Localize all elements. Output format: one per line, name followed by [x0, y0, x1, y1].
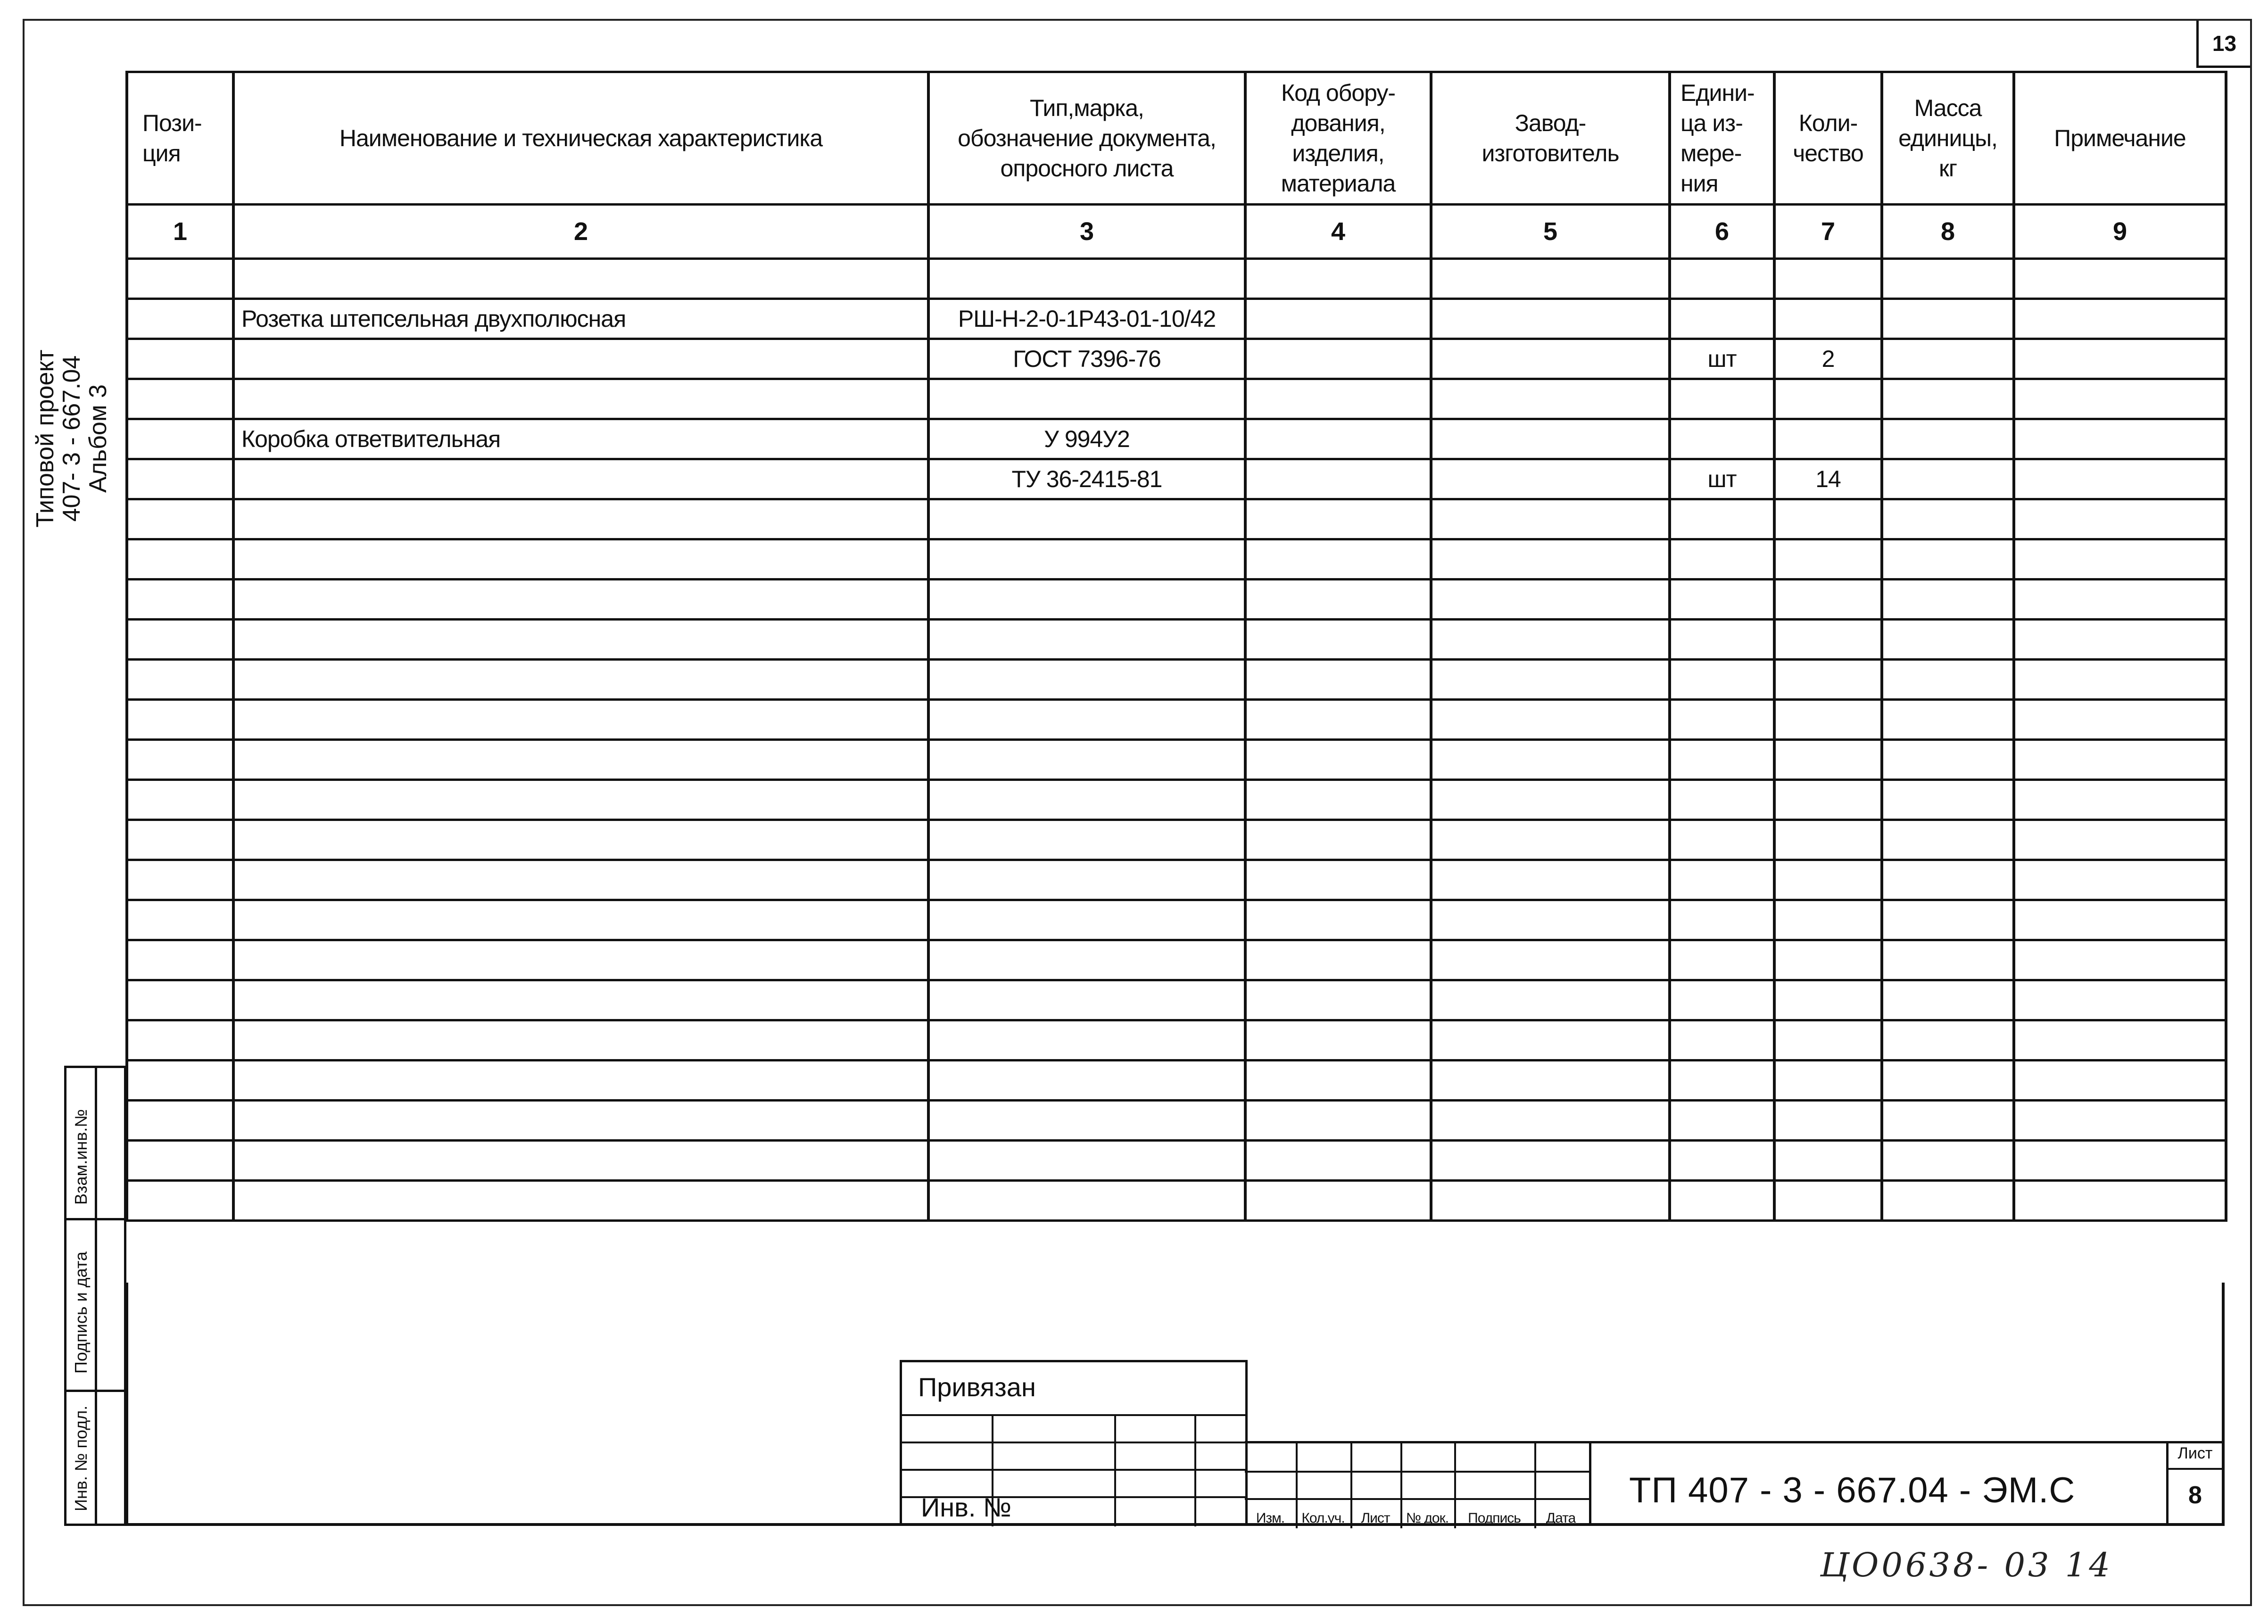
column-number: 4 — [1245, 205, 1431, 259]
table-cell — [1774, 940, 1882, 980]
privyazan-label: Привязан — [918, 1372, 1036, 1402]
table-cell — [1882, 259, 2014, 299]
table-cell — [928, 740, 1245, 780]
table-cell — [233, 940, 928, 980]
table-cell — [1670, 419, 1774, 459]
table-cell — [2014, 1061, 2226, 1101]
table-cell — [127, 780, 233, 820]
table-cell — [1882, 1101, 2014, 1141]
table-cell — [1882, 419, 2014, 459]
table-cell — [1774, 980, 1882, 1020]
table-cell — [233, 1141, 928, 1181]
table-cell — [127, 820, 233, 860]
table-cell — [233, 1181, 928, 1221]
table-cell — [1882, 580, 2014, 620]
table-cell — [233, 1020, 928, 1061]
table-header-row — [127, 72, 2226, 205]
table-cell — [1774, 740, 1882, 780]
table-cell — [2014, 539, 2226, 580]
table-row — [127, 1181, 2226, 1221]
table-cell: шт — [1670, 459, 1774, 499]
table-cell — [1431, 700, 1670, 740]
table-cell — [233, 820, 928, 860]
table-cell — [928, 539, 1245, 580]
table-row — [127, 1101, 2226, 1141]
column-number-row — [127, 205, 2226, 259]
table-row — [127, 299, 2226, 339]
sheet-number: 8 — [2188, 1482, 2202, 1509]
table-cell — [1774, 900, 1882, 940]
table-cell — [1882, 1061, 2014, 1101]
table-cell — [127, 740, 233, 780]
table-cell — [1670, 700, 1774, 740]
table-row — [127, 339, 2226, 379]
table-cell — [928, 259, 1245, 299]
table-cell — [1431, 820, 1670, 860]
table-cell — [1245, 660, 1431, 700]
revision-caption-ndok: № док. — [1406, 1510, 1449, 1526]
table-cell — [127, 459, 233, 499]
column-number: 7 — [1774, 205, 1882, 259]
table-cell — [233, 1061, 928, 1101]
table-cell — [1245, 259, 1431, 299]
table-cell — [1431, 1181, 1670, 1221]
table-cell — [2014, 419, 2226, 459]
table-cell — [1245, 740, 1431, 780]
table-cell — [1431, 1101, 1670, 1141]
table-cell — [2014, 379, 2226, 419]
table-cell — [928, 1101, 1245, 1141]
table-cell — [127, 660, 233, 700]
table-cell — [1431, 780, 1670, 820]
table-row — [127, 580, 2226, 620]
table-cell — [1882, 620, 2014, 660]
table-cell — [1670, 780, 1774, 820]
table-row — [127, 940, 2226, 980]
table-cell — [928, 980, 1245, 1020]
table-cell — [233, 900, 928, 940]
table-cell — [1431, 580, 1670, 620]
table-cell — [233, 459, 928, 499]
privyazan-line — [902, 1442, 1245, 1443]
table-cell — [233, 780, 928, 820]
table-cell — [127, 1101, 233, 1141]
specification-table — [125, 71, 2227, 1222]
table-cell — [1670, 980, 1774, 1020]
table-row — [127, 539, 2226, 580]
revision-caption-koluch: Кол.уч. — [1301, 1510, 1345, 1526]
table-cell — [928, 700, 1245, 740]
table-cell — [127, 620, 233, 660]
table-cell — [1774, 1181, 1882, 1221]
table-cell — [1670, 860, 1774, 900]
table-cell — [1431, 499, 1670, 539]
table-cell — [233, 660, 928, 700]
table-cell — [1245, 459, 1431, 499]
table-cell — [1670, 299, 1774, 339]
table-cell — [233, 1101, 928, 1141]
table-cell — [1774, 379, 1882, 419]
table-row — [127, 620, 2226, 660]
table-cell — [1774, 539, 1882, 580]
stamp-divider — [66, 1390, 124, 1392]
table-cell — [1245, 539, 1431, 580]
table-cell — [127, 700, 233, 740]
column-number: 3 — [928, 205, 1245, 259]
header-manufacturer: Завод- изготовитель — [1431, 72, 1670, 205]
header-unit: Едини- ца из- мере- ния — [1670, 72, 1774, 205]
table-cell: У 994У2 — [928, 419, 1245, 459]
table-cell — [1882, 660, 2014, 700]
table-cell — [1882, 339, 2014, 379]
table-cell — [1882, 1141, 2014, 1181]
table-cell — [127, 499, 233, 539]
header-name: Наименование и техническая характеристика — [233, 72, 928, 205]
table-row — [127, 379, 2226, 419]
table-cell — [928, 860, 1245, 900]
table-cell — [1245, 820, 1431, 860]
table-cell — [233, 620, 928, 660]
table-cell — [127, 900, 233, 940]
side-title-line3: Альбом 3 — [84, 384, 112, 493]
stamp-divider — [66, 1218, 124, 1220]
table-row — [127, 419, 2226, 459]
table-cell — [1774, 1101, 1882, 1141]
table-cell — [1431, 1061, 1670, 1101]
table-cell — [1882, 900, 2014, 940]
table-cell — [233, 539, 928, 580]
table-cell — [1431, 539, 1670, 580]
table-cell — [1670, 379, 1774, 419]
table-cell — [233, 259, 928, 299]
table-cell — [1431, 900, 1670, 940]
revision-table — [1245, 1441, 1589, 1528]
table-cell — [1245, 580, 1431, 620]
table-cell — [233, 860, 928, 900]
table-cell — [1670, 820, 1774, 860]
sheet-box — [2166, 1443, 2222, 1526]
table-cell — [1882, 940, 2014, 980]
table-row — [127, 980, 2226, 1020]
table-cell — [1245, 1061, 1431, 1101]
table-cell: Коробка ответвительная — [233, 419, 928, 459]
privyazan-vline — [1114, 1414, 1116, 1526]
table-cell — [1882, 820, 2014, 860]
table-row — [127, 1020, 2226, 1061]
revision-caption-data: Дата — [1546, 1510, 1576, 1526]
table-cell — [1774, 700, 1882, 740]
table-cell — [1245, 1101, 1431, 1141]
table-cell — [127, 940, 233, 980]
table-cell — [928, 900, 1245, 940]
table-cell — [2014, 660, 2226, 700]
table-cell — [928, 940, 1245, 980]
table-cell — [928, 1020, 1245, 1061]
table-cell — [1670, 580, 1774, 620]
table-cell — [2014, 860, 2226, 900]
table-cell — [1774, 580, 1882, 620]
table-cell — [2014, 820, 2226, 860]
table-cell — [2014, 580, 2226, 620]
table-cell — [1670, 1020, 1774, 1061]
table-cell — [1774, 820, 1882, 860]
revision-caption-izm: Изм. — [1256, 1510, 1285, 1526]
table-cell — [127, 1141, 233, 1181]
stamp-vline — [95, 1068, 97, 1524]
table-cell — [1431, 419, 1670, 459]
table-cell — [127, 259, 233, 299]
table-cell — [1245, 299, 1431, 339]
table-cell — [1882, 1181, 2014, 1221]
side-title-line1: Типовой проект — [32, 349, 59, 528]
table-cell — [1882, 860, 2014, 900]
table-cell — [1245, 860, 1431, 900]
table-cell: Розетка штепсельная двухполюсная — [233, 299, 928, 339]
table-cell — [1245, 980, 1431, 1020]
table-cell — [127, 1061, 233, 1101]
stamp-inv-podl: Инв. № подл. — [71, 1405, 91, 1511]
table-cell — [127, 339, 233, 379]
table-cell — [1431, 1020, 1670, 1061]
table-cell — [127, 299, 233, 339]
table-cell — [1882, 499, 2014, 539]
table-cell — [2014, 259, 2226, 299]
table-cell — [1431, 1141, 1670, 1181]
side-title — [32, 340, 141, 538]
privyazan-line — [902, 1414, 1245, 1416]
table-row — [127, 499, 2226, 539]
column-number: 2 — [233, 205, 928, 259]
table-cell — [1882, 980, 2014, 1020]
table-cell — [233, 580, 928, 620]
handwritten-note: ЦО0638- 03 14 — [1820, 1546, 2113, 1584]
document-code: ТП 407 - 3 - 667.04 - ЭМ.С — [1629, 1470, 2076, 1510]
column-number: 9 — [2014, 205, 2226, 259]
table-cell — [1774, 660, 1882, 700]
table-cell — [127, 379, 233, 419]
stamp-vzam-inv: Взам.инв.№ — [71, 1109, 91, 1205]
table-cell — [1245, 1181, 1431, 1221]
privyazan-line — [902, 1469, 1245, 1471]
table-cell — [1431, 740, 1670, 780]
table-row — [127, 1061, 2226, 1101]
table-cell — [928, 580, 1245, 620]
table-cell — [928, 1181, 1245, 1221]
table-cell — [1670, 620, 1774, 660]
table-cell: РШ-Н-2-0-1Р43-01-10/42 — [928, 299, 1245, 339]
table-cell — [2014, 940, 2226, 980]
table-cell — [1670, 900, 1774, 940]
table-cell — [1245, 620, 1431, 660]
table-cell — [928, 660, 1245, 700]
table-cell — [1670, 259, 1774, 299]
table-cell — [2014, 980, 2226, 1020]
table-row — [127, 660, 2226, 700]
table-cell — [1245, 379, 1431, 419]
table-cell — [1431, 620, 1670, 660]
table-cell — [1245, 700, 1431, 740]
table-cell — [1670, 660, 1774, 700]
table-cell — [127, 539, 233, 580]
revision-caption-list: Лист — [1361, 1510, 1390, 1526]
header-mass: Масса единицы, кг — [1882, 72, 2014, 205]
table-cell — [233, 700, 928, 740]
table-cell — [127, 980, 233, 1020]
table-cell — [127, 1181, 233, 1221]
sheet-divider — [2169, 1468, 2222, 1470]
table-cell — [1431, 379, 1670, 419]
revision-caption-podpis: Подпись — [1468, 1510, 1521, 1526]
table-cell — [1431, 660, 1670, 700]
table-cell — [1882, 740, 2014, 780]
table-row — [127, 860, 2226, 900]
header-note: Примечание — [2014, 72, 2226, 205]
stamp-podpis-data: Подпись и дата — [71, 1251, 91, 1374]
table-cell — [233, 740, 928, 780]
table-cell — [1882, 379, 2014, 419]
table-cell — [1245, 900, 1431, 940]
table-cell — [1774, 860, 1882, 900]
table-cell — [1670, 539, 1774, 580]
table-cell — [1431, 980, 1670, 1020]
table-cell — [233, 499, 928, 539]
table-cell — [1670, 499, 1774, 539]
column-number: 1 — [127, 205, 233, 259]
column-number: 6 — [1670, 205, 1774, 259]
table-cell — [1431, 299, 1670, 339]
table-cell — [127, 860, 233, 900]
table-cell — [928, 379, 1245, 419]
table-cell — [928, 780, 1245, 820]
privyazan-block — [900, 1360, 1248, 1526]
table-cell — [2014, 1141, 2226, 1181]
table-cell — [127, 419, 233, 459]
table-cell — [928, 620, 1245, 660]
table-cell — [1882, 780, 2014, 820]
table-cell — [1670, 740, 1774, 780]
table-cell — [1774, 1061, 1882, 1101]
table-cell — [2014, 339, 2226, 379]
table-cell — [1670, 1061, 1774, 1101]
table-cell — [1774, 1141, 1882, 1181]
table-cell — [1245, 419, 1431, 459]
table-cell — [1774, 620, 1882, 660]
table-cell — [1670, 1101, 1774, 1141]
table-cell: шт — [1670, 339, 1774, 379]
column-number: 5 — [1431, 205, 1670, 259]
table-cell — [1431, 259, 1670, 299]
header-code: Код обору- дования, изделия, материала — [1245, 72, 1431, 205]
table-cell — [1245, 780, 1431, 820]
table-cell — [1670, 940, 1774, 980]
table-cell — [1882, 459, 2014, 499]
table-cell — [2014, 459, 2226, 499]
header-quantity: Коли- чество — [1774, 72, 1882, 205]
table-cell — [1882, 299, 2014, 339]
table-row — [127, 259, 2226, 299]
table-cell — [1882, 539, 2014, 580]
table-cell: 14 — [1774, 459, 1882, 499]
privyazan-inv-label: Инв. № — [921, 1492, 1012, 1522]
sheet-caption: Лист — [2177, 1444, 2213, 1462]
table-cell — [1774, 1020, 1882, 1061]
table-cell — [1882, 1020, 2014, 1061]
column-number: 8 — [1882, 205, 2014, 259]
table-cell — [1245, 1141, 1431, 1181]
table-cell — [233, 339, 928, 379]
table-cell — [1245, 339, 1431, 379]
table-cell: ТУ 36-2415-81 — [928, 459, 1245, 499]
table-cell — [127, 580, 233, 620]
table-cell — [928, 499, 1245, 539]
table-cell — [1670, 1141, 1774, 1181]
side-title-line2: 407- 3 - 667.04 — [58, 355, 85, 522]
table-row — [127, 1141, 2226, 1181]
table-cell — [233, 980, 928, 1020]
table-row — [127, 820, 2226, 860]
table-cell — [2014, 299, 2226, 339]
table-cell — [2014, 1181, 2226, 1221]
table-cell — [1245, 1020, 1431, 1061]
table-cell — [2014, 499, 2226, 539]
table-row — [127, 700, 2226, 740]
table-cell — [1670, 1181, 1774, 1221]
table-cell — [2014, 1020, 2226, 1061]
privyazan-vline — [1194, 1414, 1196, 1526]
table-cell — [2014, 700, 2226, 740]
table-body — [127, 259, 2226, 1221]
table-cell — [1245, 940, 1431, 980]
table-cell — [1431, 339, 1670, 379]
table-cell — [1774, 780, 1882, 820]
table-cell — [2014, 780, 2226, 820]
table-cell — [2014, 620, 2226, 660]
table-cell — [1774, 259, 1882, 299]
table-cell — [1774, 299, 1882, 339]
table-cell — [127, 1020, 233, 1061]
table-row — [127, 900, 2226, 940]
table-cell — [2014, 740, 2226, 780]
table-cell — [1431, 459, 1670, 499]
table-cell — [928, 1141, 1245, 1181]
table-cell: ГОСТ 7396-76 — [928, 339, 1245, 379]
table-cell: 2 — [1774, 339, 1882, 379]
table-row — [127, 740, 2226, 780]
table-cell — [1245, 499, 1431, 539]
stamp-column — [64, 1066, 126, 1526]
table-cell — [1774, 419, 1882, 459]
table-cell — [2014, 900, 2226, 940]
page-number: 13 — [2196, 21, 2250, 68]
header-position: Пози- ция — [127, 72, 233, 205]
table-cell — [233, 379, 928, 419]
header-type: Тип,марка, обозначение документа, опросного листа — [928, 72, 1245, 205]
title-block — [1589, 1441, 2222, 1526]
table-cell — [1882, 700, 2014, 740]
table-cell — [928, 820, 1245, 860]
table-row — [127, 459, 2226, 499]
table-cell — [2014, 1101, 2226, 1141]
table-cell — [928, 1061, 1245, 1101]
table-cell — [1431, 860, 1670, 900]
table-cell — [1774, 499, 1882, 539]
table-row — [127, 780, 2226, 820]
table-cell — [1431, 940, 1670, 980]
